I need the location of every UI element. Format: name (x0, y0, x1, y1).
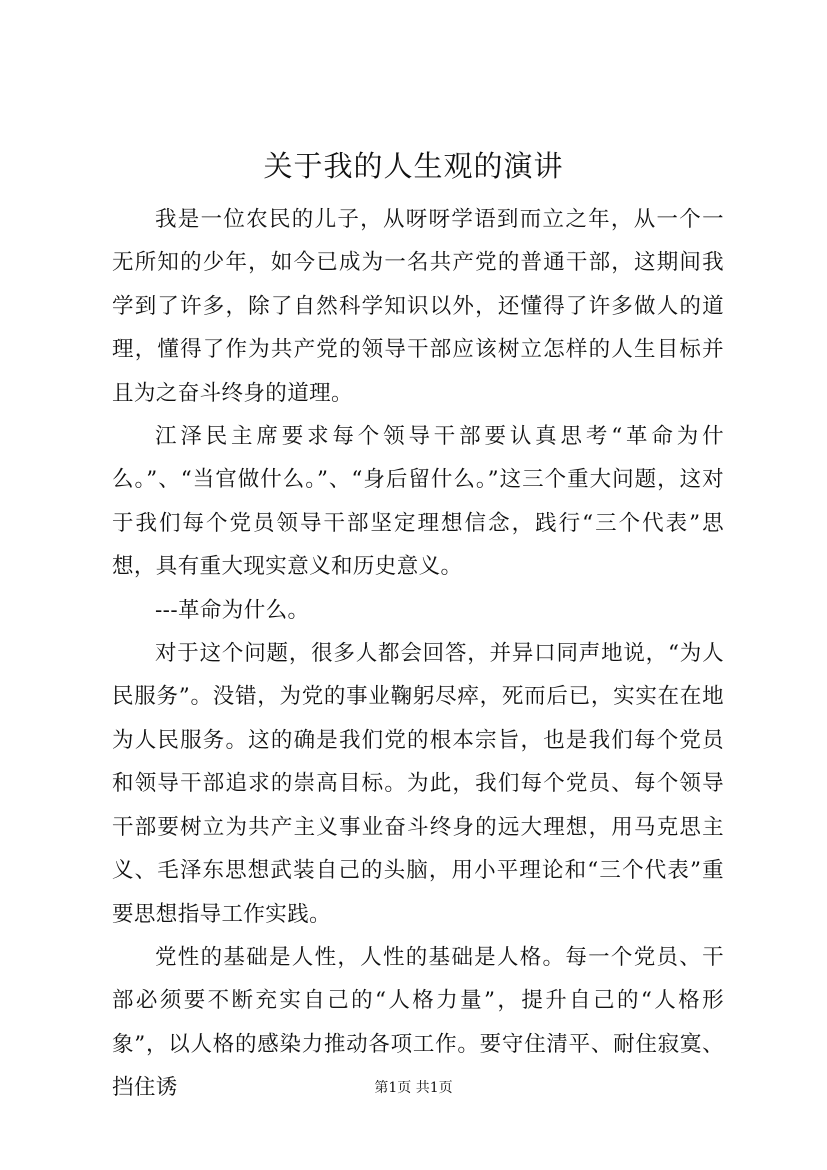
paragraph-3: ---革命为什么。 (155, 597, 310, 623)
page-footer: 第1页 共1页 (374, 1080, 453, 1096)
document-body (112, 198, 724, 1110)
paragraph-1: 我是一位农民的儿子，从呀呀学语到而立之年，从一个一无所知的少年，如今已成为一名共产党的普通干部，这期间我学到了许多，除了自然科学知识以外，还懂得了许多做人的道理，懂得了作为共产党的领导干部应该树立怎样的人生目标并且为之奋斗终身的道理。 (112, 207, 724, 406)
paragraph-2: 江泽民主席要求每个领导干部要认真思考“革命为什么。”、“当官做什么。”、“身后留什么。”这三个重大问题，这对于我们每个党员领导干部坚定理想信念，践行“三个代表”思想，具有重大现实意义和历史意义。 (112, 424, 724, 580)
paragraph-4: 对于这个问题，很多人都会回答，并异口同声地说，“为人民服务”。没错，为党的事业鞠躬尽瘁，死而后已，实实在在地为人民服务。这的确是我们党的根本宗旨，也是我们每个党员和领导干部追求的崇高目标。为此，我们每个党员、每个领导干部要树立为共产主义事业奋斗终身的远大理想，用马克思主义、毛泽东思想武装自己的头脑，用小平理论和“三个代表”重要思想指导工作实践。 (112, 641, 724, 927)
paragraph-5: 党性的基础是人性，人性的基础是人格。每一个党员、干部必须要不断充实自己的“人格力量”，提升自己的“人格形象”，以人格的感染力推动各项工作。要守住清平、耐住寂寞、挡住诱 (112, 944, 724, 1101)
document-title: 关于我的人生观的演讲 (263, 149, 564, 183)
